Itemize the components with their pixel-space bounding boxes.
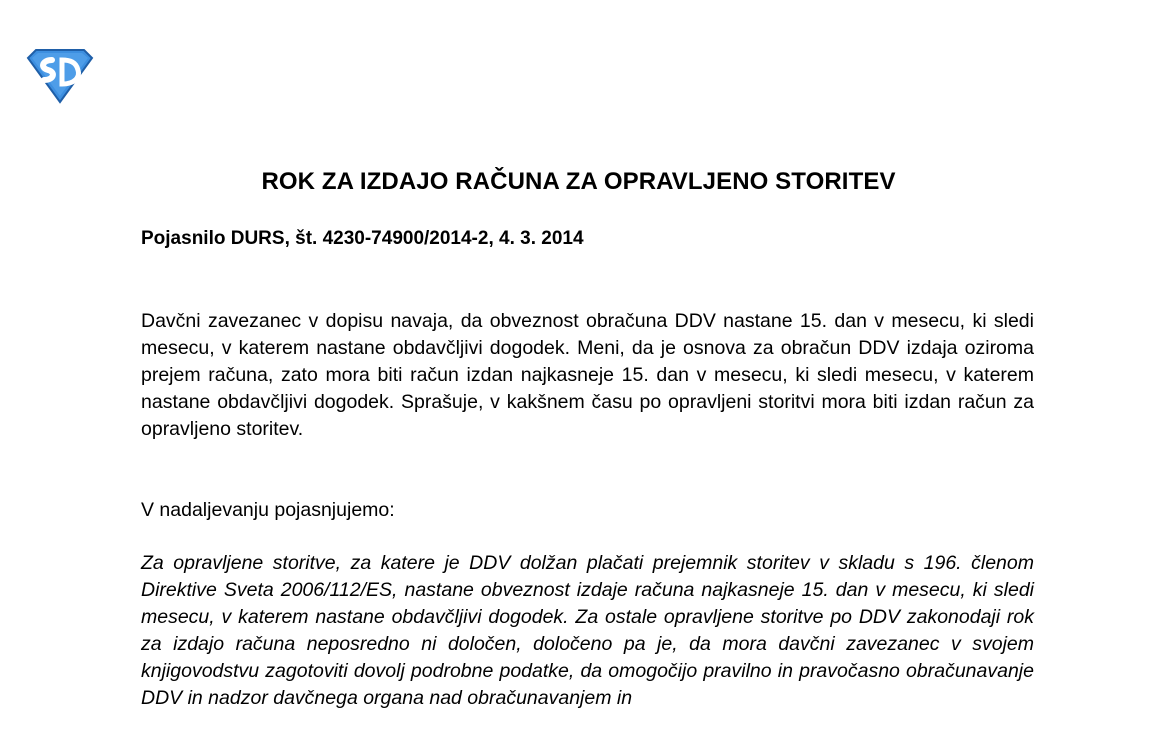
- document-subtitle: Pojasnilo DURS, št. 4230-74900/2014-2, 4. 3. 2014: [141, 228, 584, 249]
- sd-logo-icon: [22, 48, 96, 104]
- paragraph-explanation: Za opravljene storitve, za katere je DDV dolžan plačati prejemnik storitev v skladu s 196. členom Direktive Sveta 2006/112/ES, nastane obveznost izdaje računa najkasneje 15. dan v mesecu, ki sledi mesecu, v katerem nastane obdavčljivi dogodek. Za ostale opravljene storitve po DDV zakonodaji rok za izdajo računa neposredno ni določen, določeno pa je, da mora davčni zavezanec v svojem knjigovodstvu zagotoviti dovolj podrobne podatke, da omogočijo pravilno in pravočasno obračunavanje DDV in nadzor davčnega organa nad obračunavanjem in: [141, 552, 1034, 709]
- document-title: ROK ZA IZDAJO RAČUNA ZA OPRAVLJENO STORITEV: [261, 168, 896, 195]
- paragraph-lead: V nadaljevanju pojasnjujemo:: [141, 499, 395, 521]
- paragraph-intro: Davčni zavezanec v dopisu navaja, da obveznost obračuna DDV nastane 15. dan v mesecu, ki sledi mesecu, v katerem nastane obdavčljivi dogodek. Meni, da je osnova za obračun DDV izdaja oziroma prejem računa, zato mora biti račun izdan najkasneje 15. dan v mesecu, ki sledi mesecu, v katerem nastane obdavčljivi dogodek. Sprašuje, v kakšnem času po opravljeni storitvi mora biti izdan račun za opravljeno storitev.: [141, 310, 1034, 440]
